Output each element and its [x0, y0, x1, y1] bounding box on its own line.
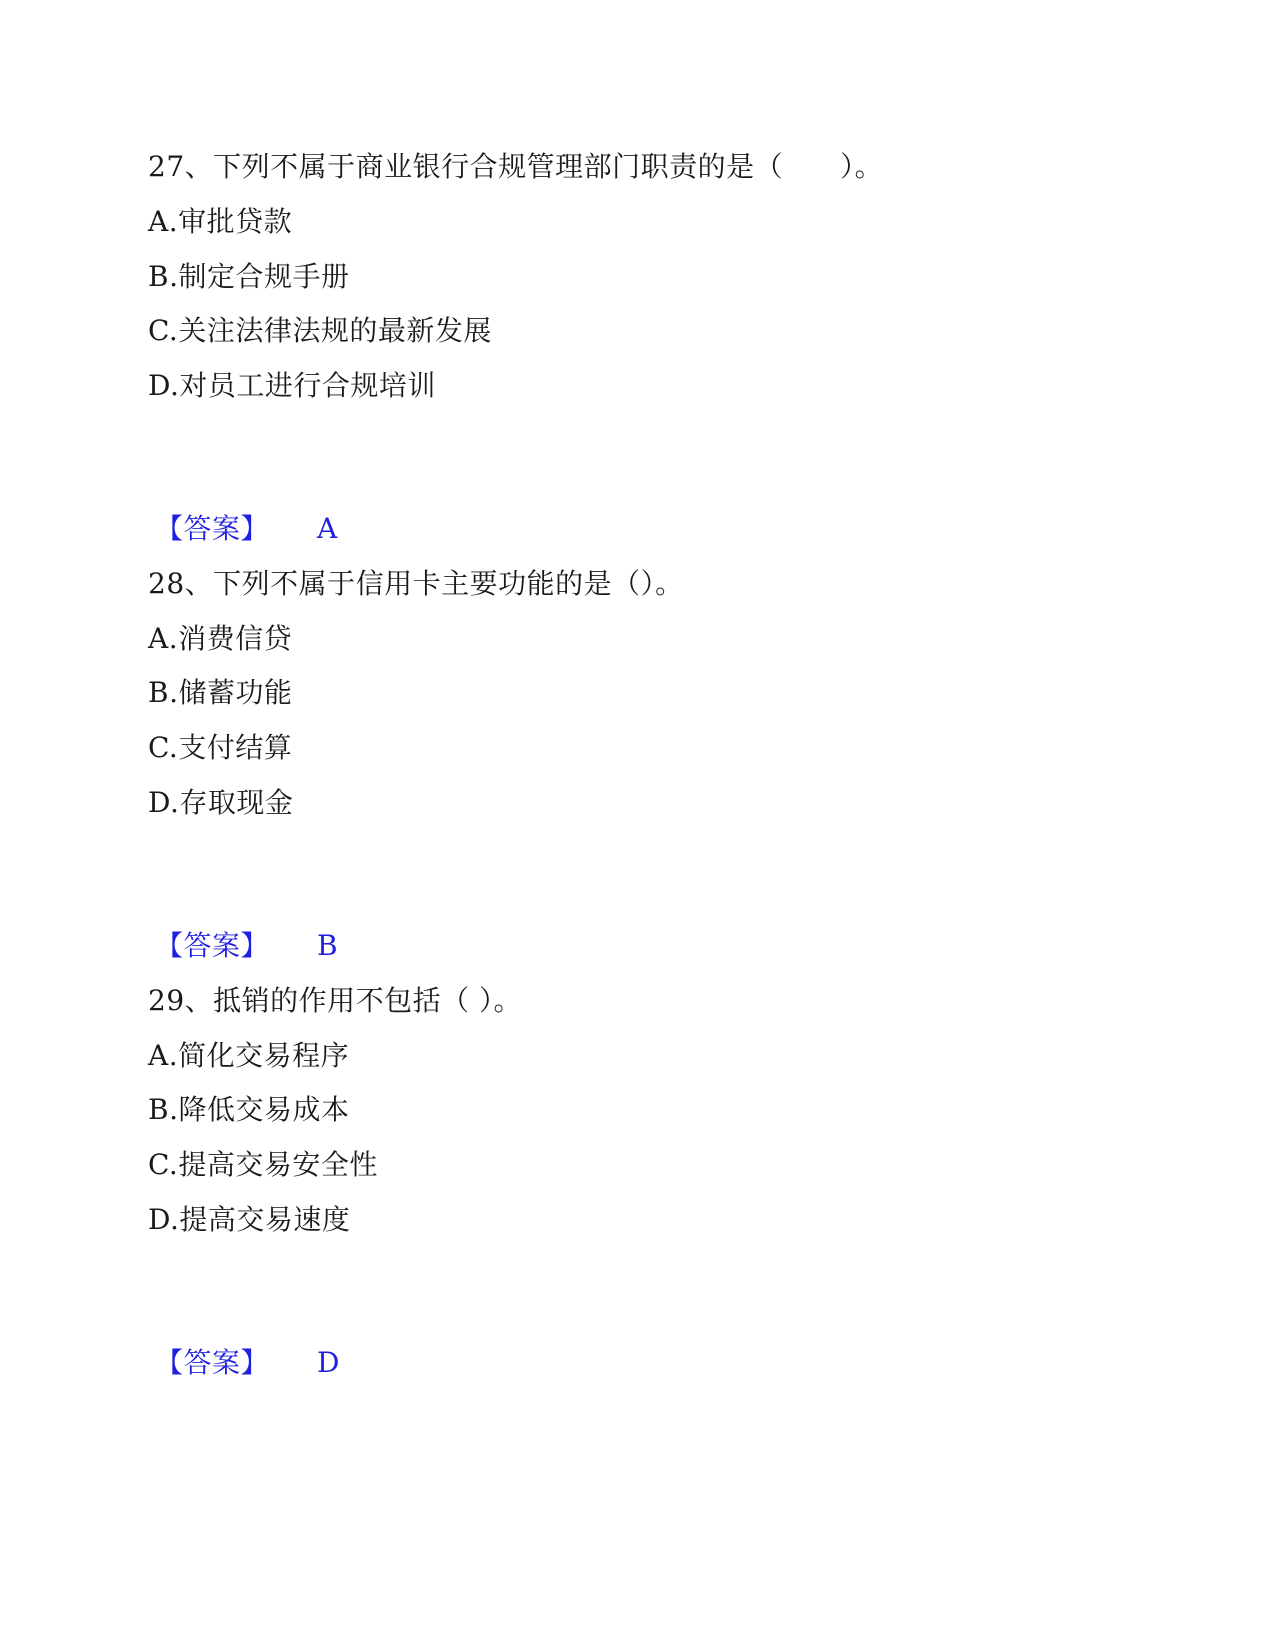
- answer-label: 【答案】: [155, 512, 270, 545]
- question-27-option-b: B.制定合规手册: [148, 260, 350, 293]
- question-28-option-b: B.储蓄功能: [148, 676, 293, 709]
- answer-label: 【答案】: [155, 929, 270, 962]
- answer-value: A: [317, 512, 338, 545]
- question-27-option-a: A.审批贷款: [148, 205, 293, 238]
- question-29-option-c: C.提高交易安全性: [148, 1148, 378, 1181]
- question-28-option-d: D.存取现金: [148, 786, 294, 819]
- question-27-option-c: C.关注法律法规的最新发展: [148, 314, 492, 347]
- question-28-option-c: C.支付结算: [148, 731, 293, 764]
- question-27-option-d: D.对员工进行合规培训: [148, 369, 436, 402]
- answer-label: 【答案】: [155, 1346, 270, 1379]
- question-28-stem: 28、下列不属于信用卡主要功能的是（）。: [148, 567, 684, 600]
- question-28-option-a: A.消费信贷: [148, 622, 293, 655]
- answer-value: B: [317, 929, 338, 962]
- question-29-answer: [155, 1346, 339, 1380]
- question-28-answer: [155, 929, 338, 963]
- question-27-answer: [155, 512, 337, 546]
- question-29-option-d: D.提高交易速度: [148, 1203, 351, 1236]
- question-29-option-b: B.降低交易成本: [148, 1093, 350, 1126]
- question-29-stem: 29、抵销的作用不包括（ ）。: [148, 984, 523, 1017]
- question-29-option-a: A.简化交易程序: [148, 1039, 350, 1072]
- answer-value: D: [317, 1346, 340, 1379]
- question-27-stem: 27、下列不属于商业银行合规管理部门职责的是（ ）。: [148, 150, 884, 183]
